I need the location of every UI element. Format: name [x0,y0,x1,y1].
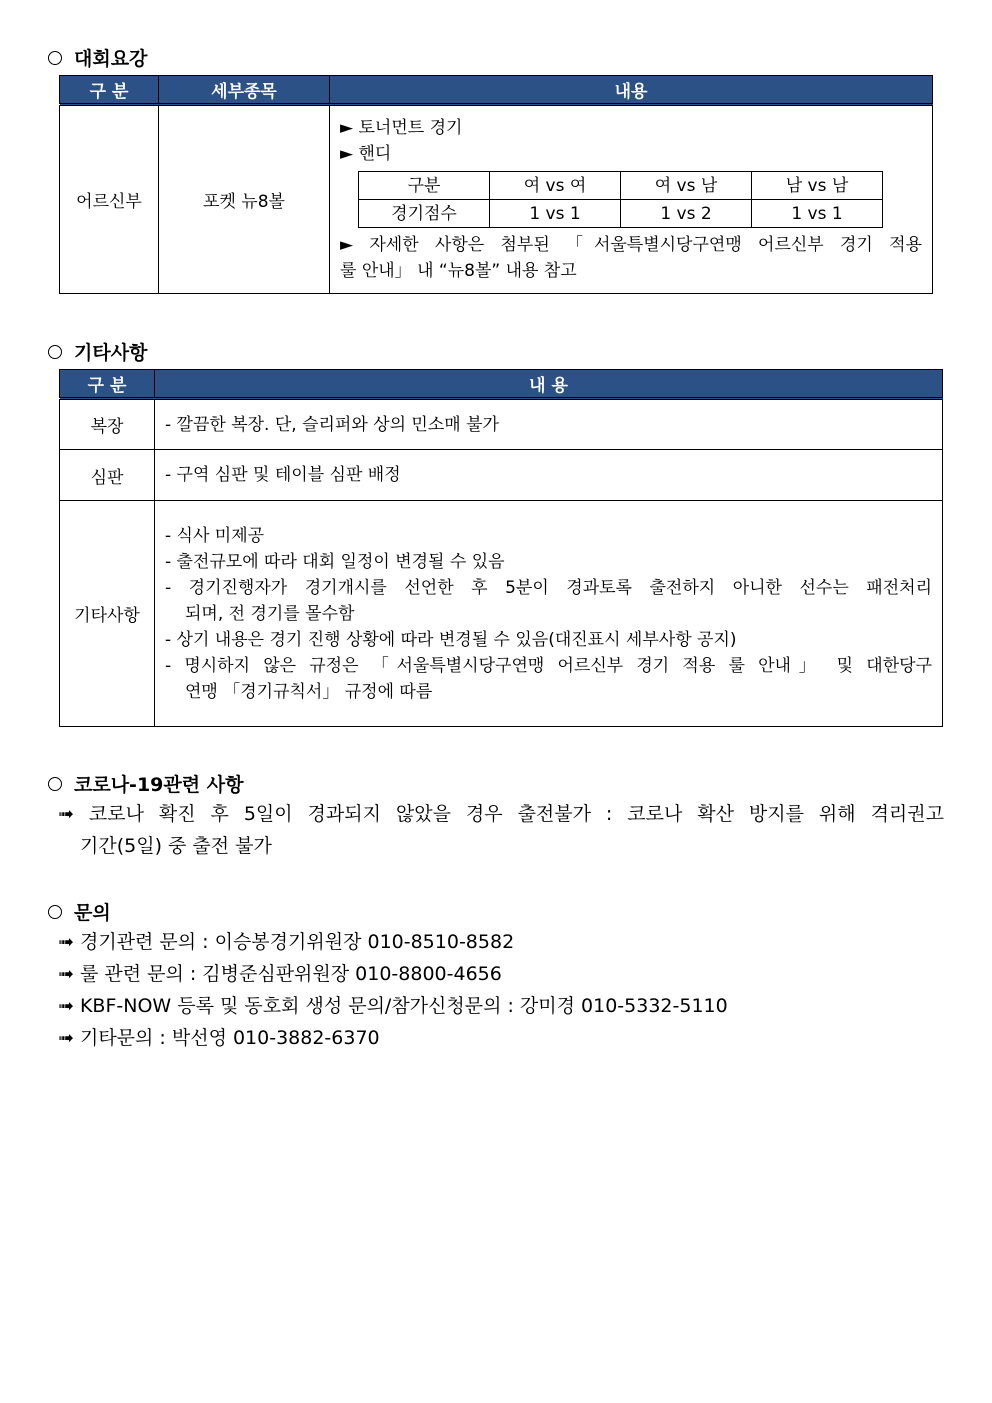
circle-bullet-icon [48,905,62,919]
misc-line: - 출전규모에 따라 대회 일정이 변경될 수 있음 [165,551,505,572]
handi-cell: 1 vs 1 [752,200,883,228]
handi-cell: 1 vs 1 [490,200,621,228]
tournament-table [59,75,933,294]
header-category: 구 분 [60,76,159,105]
section-title-text: 대회요강 [74,48,148,70]
misc-line: 연맹 「경기규칙서」 규정에 따름 [185,681,433,702]
item-handi: ► 핸디 [340,144,392,164]
row-label-attire: 복장 [60,399,155,450]
misc-line: - 명시하지 않은 규정은 「서울특별시당구연맹 어르신부 경기 적용 룰 안내」 및 대한당구 [165,655,932,676]
handi-header: 남 vs 남 [752,172,883,200]
circle-bullet-icon [48,51,62,65]
section-title-covid [48,770,243,797]
circle-bullet-icon [48,345,62,359]
division-cell: 어르신부 [60,105,159,294]
misc-line: - 경기진행자가 경기개시를 선언한 후 5분이 경과토록 출전하지 아니한 선수는 패전처리 [165,577,932,598]
handi-header: 구분 [359,172,490,200]
header-category: 구 분 [60,370,155,399]
contact-line: ➟ KBF-NOW 등록 및 동호회 생성 문의/참가신청문의 : 강미경 010-5332-5110 [58,995,728,1017]
misc-line: 되며, 전 경기를 몰수함 [185,603,355,624]
contact-line: ➟ 룰 관련 문의 : 김병준심판위원장 010-8800-4656 [58,963,502,985]
row-label-misc: 기타사항 [60,501,155,727]
section-title-text: 코로나-19관련 사항 [74,774,244,796]
section-title-text: 기타사항 [74,342,148,364]
header-content: 내 용 [155,370,943,399]
misc-line: - 상기 내용은 경기 진행 상황에 따라 변경될 수 있음(대진표시 세부사항 공지) [165,629,737,650]
row-content-misc [155,501,943,727]
circle-bullet-icon [48,777,62,791]
header-content: 내용 [330,76,933,105]
note-line: ► 자세한 사항은 첨부된 「서울특별시당구연맹 어르신부 경기 적용 [340,235,922,255]
handi-header: 여 vs 남 [621,172,752,200]
handi-cell: 경기점수 [359,200,490,228]
row-content-attire: - 깔끔한 복장. 단, 슬리퍼와 상의 민소매 불가 [155,399,943,450]
covid-line: ➟ 코로나 확진 후 5일이 경과되지 않았을 경우 출전불가 : 코로나 확산 방지를 위해 격리권고 [58,803,944,825]
item-tournament: ► 토너먼트 경기 [340,118,463,138]
content-cell [330,105,933,294]
note-line: 룰 안내」 내 “뉴8볼” 내용 참고 [340,261,577,281]
row-content-referee: - 구역 심판 및 테이블 심판 배정 [155,450,943,501]
handi-cell: 1 vs 2 [621,200,752,228]
contact-line: ➟ 기타문의 : 박선영 010-3882-6370 [58,1027,380,1049]
section-title-text: 문의 [74,902,111,924]
misc-table [59,369,943,727]
section-title-misc [48,338,147,365]
contact-list [58,926,728,1054]
section-title-contact [48,898,111,925]
header-event: 세부종목 [159,76,330,105]
covid-text [58,798,944,862]
handi-header: 여 vs 여 [490,172,621,200]
misc-line: - 식사 미제공 [165,525,265,546]
contact-line: ➟ 경기관련 문의 : 이승봉경기위원장 010-8510-8582 [58,931,515,953]
handi-table [358,171,883,228]
event-cell: 포켓 뉴8볼 [159,105,330,294]
section-title-tournament [48,44,147,71]
covid-line: 기간(5일) 중 출전 불가 [80,835,272,857]
row-label-referee: 심판 [60,450,155,501]
